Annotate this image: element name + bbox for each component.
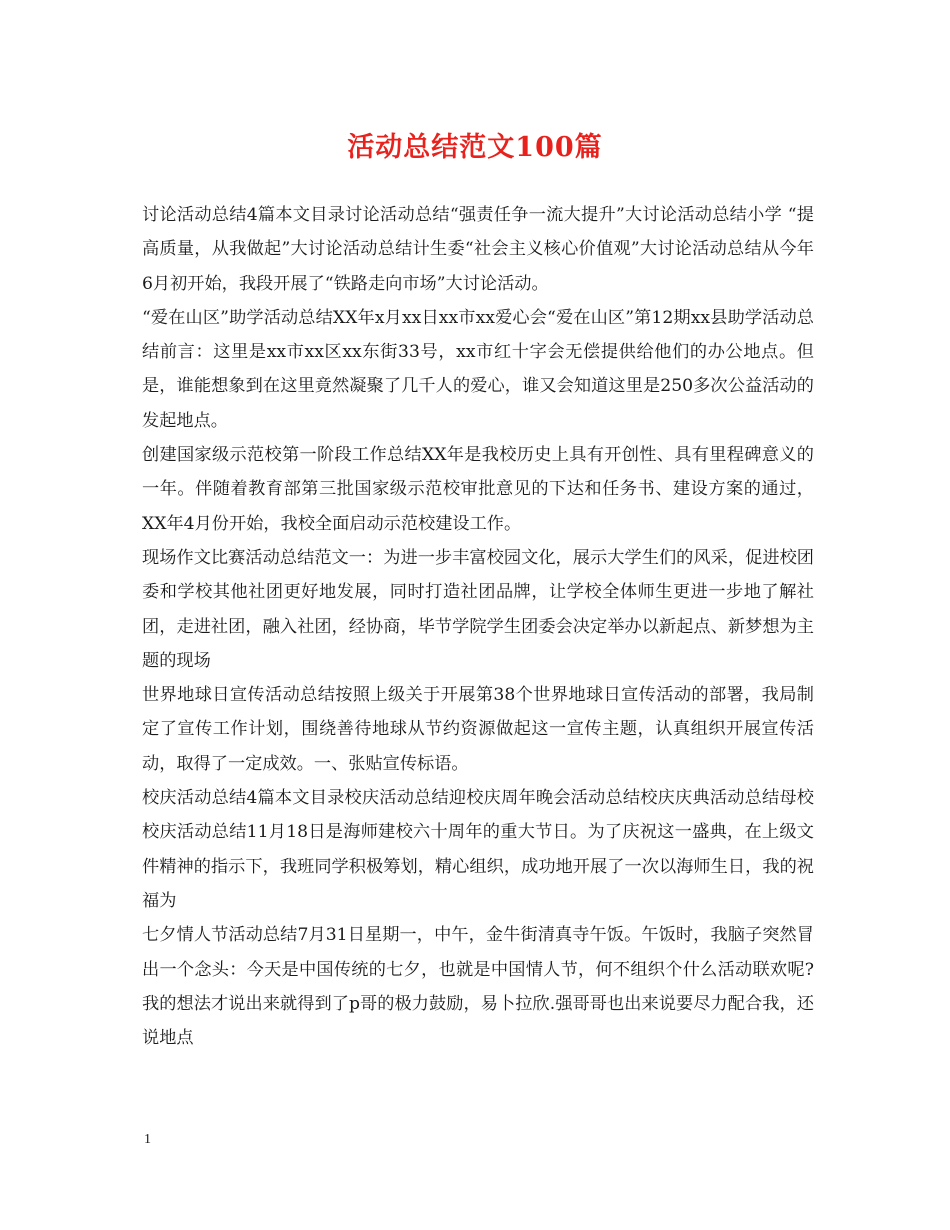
paragraph-qixi-summary: 七夕情人节活动总结7月31日星期一，中午，金牛街清真寺午饭。午饭时，我脑子突然冒出一个念头：今天是中国传统的七夕，也就是中国情人节，何不组织个什么活动联欢呢?我的想法才说出来就得到了p哥的极力鼓励，易卜拉欣.强哥哥也出来说要尽力配合我，还说地点 (142, 925, 814, 1049)
page-number: 1 (144, 1132, 151, 1147)
paragraph-earth-day-summary: 世界地球日宣传活动总结按照上级关于开展第38个世界地球日宣传活动的部署，我局制定了宣传工作计划，围绕善待地球从节约资源做起这一宣传主题，认真组织开展宣传活动，取得了一定成效。一、张贴宣传标语。 (142, 685, 814, 774)
paragraph-essay-contest-summary: 现场作文比赛活动总结范文一：为进一步丰富校园文化，展示大学生们的风采，促进校团委和学校其他社团更好地发展，同时打造社团品牌，让学校全体师生更进一步地了解社团，走进社团，融入社团，经协商，毕节学院学生团委会决定举办以新起点、新梦想为主题的现场 (142, 547, 814, 671)
paragraph-school-anniversary-summary: 校庆活动总结4篇本文目录校庆活动总结迎校庆周年晚会活动总结校庆庆典活动总结母校校庆活动总结11月18日是海师建校六十周年的重大节日。为了庆祝这一盛典，在上级文件精神的指示下，我班同学积极筹划，精心组织，成功地开展了一次以海师生日，我的祝福为 (142, 788, 814, 911)
document-body (142, 198, 814, 1055)
paragraph-mountain-aid-summary: “爱在山区”助学活动总结XX年x月xx日xx市xx爱心会“爱在山区”第12期xx县助学活动总结前言：这里是xx市xx区xx东街33号，xx市红十字会无偿提供给他们的办公地点。但是，谁能想象到在这里竟然凝聚了几千人的爱心，谁又会知道这里是250多次公益活动的发起地点。 (142, 307, 814, 431)
paragraph-discussion-summary: 讨论活动总结4篇本文目录讨论活动总结“强责任争一流大提升”大讨论活动总结小学 “提高质量，从我做起”大讨论活动总结计生委“社会主义核心价值观”大讨论活动总结从今年6月初开始，我段开展了“铁路走向市场”大讨论活动。 (142, 205, 814, 294)
document-title: 活动总结范文100篇 (347, 132, 603, 163)
paragraph-model-school-summary: 创建国家级示范校第一阶段工作总结XX年是我校历史上具有开创性、具有里程碑意义的一年。伴随着教育部第三批国家级示范校审批意见的下达和任务书、建设方案的通过，XX年4月份开始，我校全面启动示范校建设工作。 (142, 445, 814, 534)
